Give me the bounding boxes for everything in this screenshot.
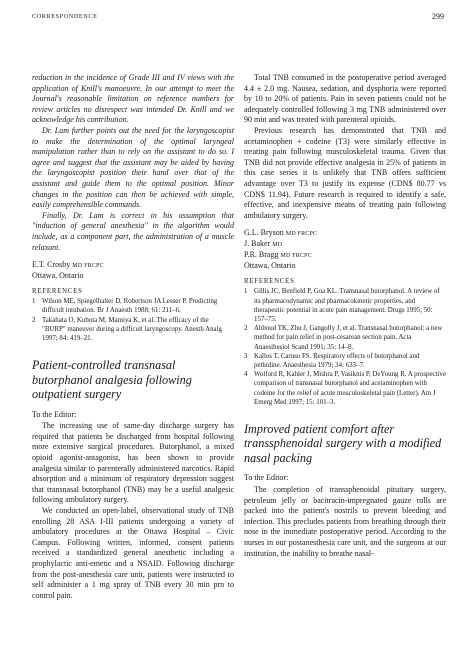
body-paragraph: We conducted an open-label, observational study of TNB enrolling 28 ASA I-III patients undergoing a variety of ambulatory procedures at the Ottawa Hospital – Civic Campus. Following written, informed, consent patients received a standardized general anesthetic including a prophylactic anti-emetic and a NSAID. Following discharge from the post-anesthesia care unit, patients were instructed to self administer a 1 mg spray of TNB every 30 min prn to control pain. xyxy=(32,505,234,600)
page-number: 299 xyxy=(432,12,444,21)
author-line xyxy=(244,239,446,250)
author-credentials: MD FRCPC xyxy=(72,263,104,270)
reference-text: Wolford R, Kahler J, Mishra P, Vasiknis P, DeYoung R. A prospective comparison of transnasal butorphanol and acetaminophen with codeine for the relief of acute musculoskeletal pain (Letter). Am J Emerg Med 1997; 15: 101–3. xyxy=(254,371,446,406)
author-name: E.T. Crosby xyxy=(32,260,71,270)
references-heading: REFERENCES xyxy=(244,278,295,286)
article-title: Improved patient comfort after transsphenoidal surgery with a modified nasal packing xyxy=(244,421,442,465)
reference-number: 1 xyxy=(244,288,248,296)
reference-text: Gillis JC, Benfield P, Goa KL. Transnasal butorphanol. A review of its pharmacodynamic and pharmacokinetic properties, and therapeutic potential in acute pain management. Drugs 1995; 50: 157–75. xyxy=(254,288,440,323)
reference-text: Kallos T, Caruso FS. Respiratory effects of butorphanol and pethidine. Anaesthesia 1979; 34: 633–7. xyxy=(254,352,420,369)
reference-item xyxy=(32,316,234,344)
salutation: To the Editor: xyxy=(244,473,289,483)
section-label: CORRESPONDENCE xyxy=(32,13,98,20)
reference-item xyxy=(244,370,446,407)
reference-item xyxy=(244,324,446,352)
reference-item xyxy=(244,352,446,370)
reference-list xyxy=(32,297,234,343)
reference-list xyxy=(244,287,446,407)
author-location: Ottawa, Ontario xyxy=(244,261,296,271)
author-credentials: MD FRCPC xyxy=(280,253,312,260)
reference-item xyxy=(244,287,446,324)
left-column xyxy=(32,73,234,601)
author-signature xyxy=(32,260,234,281)
reference-text: Wilson ME, Spiegelhalter D, Robertson JA Lesser P. Predicting difficult intubation. Br J Anaesth 1988; 61: 211–6. xyxy=(42,298,218,315)
reference-text: Takahata O, Kubota M, Mamiya K, et al. The efficacy of the "BURP" maneuver during a difficult laryngoscopy. Anesth Analg 1997; 84: 419–21. xyxy=(42,316,222,342)
author-signatures xyxy=(244,228,446,271)
letter-paragraph: reduction in the incidence of Grade III and IV views with the application of Knill's manoeuvre. In our attempt to meet the Journal's reasonable limitation on reference numbers for review articles no disrespect was intended Dr. Knill and we acknowledge his contribution. xyxy=(32,73,234,125)
author-name: G.L. Bryson xyxy=(244,228,284,238)
references-heading: REFERENCES xyxy=(32,288,83,296)
author-line xyxy=(244,228,446,239)
body-paragraph: The completion of transsphenoidal pituitary surgery, petroleum jelly or bacitracin-impregnated gauze rolls are packed into the patient's nostrils to prevent bleeding and infection. This precludes patients from breathing through their nose in the immediate postoperative period. According to the nurses in our postanesthesia care unit, and the surgeons at our institution, the inability to breathe nasal- xyxy=(244,485,446,558)
author-name: P.R. Bragg xyxy=(244,250,279,260)
reference-number: 3 xyxy=(244,352,248,360)
body-paragraph: Total TNB consumed in the postoperative period averaged 4.4 ± 2.0 mg. Nausea, sedation, and dysphoria were reported by 10 to 20% of patients. Pain in seven patients could not be adequately controlled following 3 mg TNB administered over 90 min and was treated with parenteral opioids. xyxy=(244,73,446,125)
letter-paragraph: Finally, Dr. Lam is correct in his assumption that "induction of general anesthesia" in the algorithm would include, as a component part, the administration of a muscle relaxant. xyxy=(32,210,234,252)
reference-number: 4 xyxy=(244,371,248,379)
author-credentials: MD FRCPC xyxy=(285,231,318,238)
body-paragraph: The increasing use of same-day discharge surgery has required that patients be discharged from hospital following more extensive surgical procedures. Butorphanol, a mixed opioid agonist-antagonist, has been shown to provide analgesia similar to parenterally administered narcotics. Rapid absorption and a minimum of respiratory depression suggest that transnasal butorphanol (TNB) may be a useful analgesic following ambulatory surgery. xyxy=(32,421,234,505)
right-column xyxy=(244,73,446,559)
article-title: Patient-controlled transnasal butorphanol analgesia following outpatient surgery xyxy=(32,358,192,402)
reference-number: 2 xyxy=(244,325,248,333)
author-location: Ottawa, Ontario xyxy=(32,271,84,281)
running-header xyxy=(32,13,444,23)
reference-number: 1 xyxy=(32,298,36,306)
letter-paragraph: Dr. Lam further points out the need for the laryngoscopist to make the determination of the optimal laryngeal manipulation rather than to rely on the assistant to do so. I agree and suggest that the assistant may be aided by having the laryngoscopist position their hand over that of the assistant and guide them to the optimal position. Minor changes in the position can then be achieved with simple, easily comprehensible commands. xyxy=(32,125,234,210)
salutation: To the Editor: xyxy=(32,409,77,419)
reference-number: 2 xyxy=(32,316,36,324)
body-paragraph: Previous research has demonstrated that TNB and acetaminophen + codeine (T3) were similarly effective in treating pain following musculoskeletal trauma. Given that TNB did not provide effective analgesia in 25% of patients in this case series it is unlikely that TNB offers sufficient advantage over T3 to justify its expense (CDN$ 80.77 vs CDN$ 11.94). Future research is required to identify a safe, effective, and inexpensive means of treating pain following ambulatory surgery. xyxy=(244,125,446,220)
reference-item xyxy=(32,297,234,315)
author-credentials: MD xyxy=(272,242,283,249)
author-line xyxy=(32,260,234,271)
author-line xyxy=(244,250,446,261)
author-name: J. Baker xyxy=(244,239,271,249)
reference-text: Abboud TK, Zhu J, Gangolly J, et al. Transnasal butorphanol: a new method for pain relief in post-cesarean section pain. Acta Anaesthesiol Scand 1991; 35: 14–8. xyxy=(254,325,443,351)
